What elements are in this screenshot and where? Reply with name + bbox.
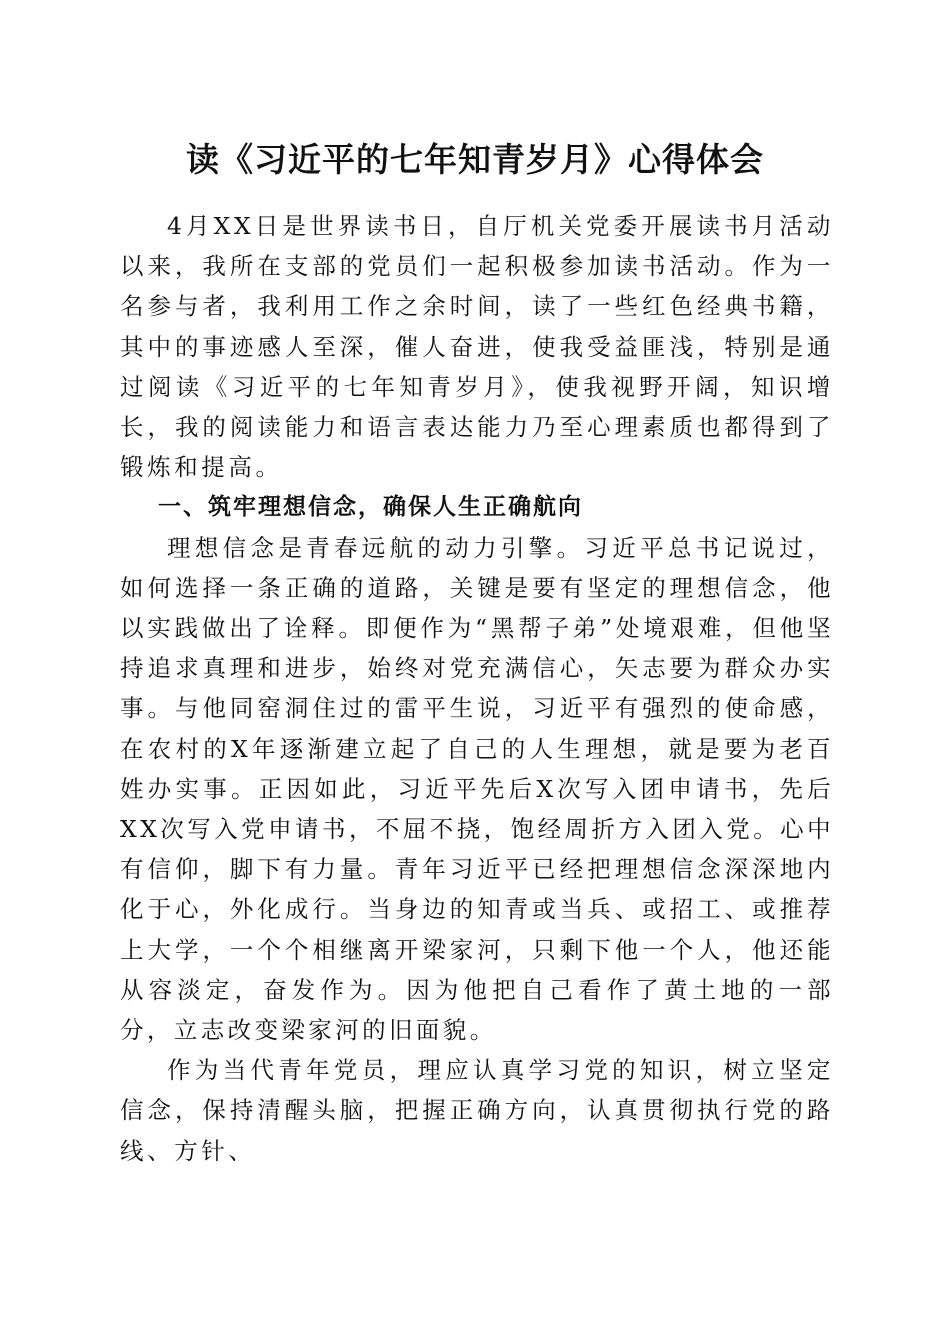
document-title: 读《习近平的七年知青岁月》心得体会 [186,140,764,179]
intro-paragraph: 4月XX日是世界读书日，自厅机关党委开展读书月活动以来，我所在支部的党员们一起积极参加读书活动。作为一名参与者，我利用工作之余时间，读了一些红色经典书籍，其中的事迹感人至深，催人奋进，使我受益匪浅，特别是通过阅读《习近平的七年知青岁月》，使我视野开阔，知识增长，我的阅读能力和语言表达能力乃至心理素质也都得到了锻炼和提高。 [120,212,834,482]
document-body [120,206,834,1171]
section-heading-1: 一、筑牢理想信念，确保人生正确航向 [158,494,583,521]
section1-paragraph-1: 理想信念是青春远航的动力引擎。习近平总书记说过，如何选择一条正确的道路，关键是要有坚定的理想信念，他以实践做出了诠释。即便作为“黑帮子弟”处境艰难，但他坚持追求真理和进步，始终对党充满信心，矢志要为群众办实事。与他同窑洞住过的雷平生说，习近平有强烈的使命感，在农村的X年逐渐建立起了自己的人生理想，就是要为老百姓办实事。正因如此，习近平先后X次写入团申请书，先后XX次写入党申请书，不屈不挠，饱经周折方入团入党。心中有信仰，脚下有力量。青年习近平已经把理想信念深深地内化于心，外化成行。当身边的知青或当兵、或招工、或推荐上大学，一个个相继离开梁家河，只剩下他一个人，他还能从容淡定，奋发作为。因为他把自己看作了黄土地的一部分，立志改变梁家河的旧面貌。 [120,533,834,1045]
section1-paragraph-2: 作为当代青年党员，理应认真学习党的知识，树立坚定信念，保持清醒头脑，把握正确方向，认真贯彻执行党的路线、方针、 [120,1056,834,1165]
